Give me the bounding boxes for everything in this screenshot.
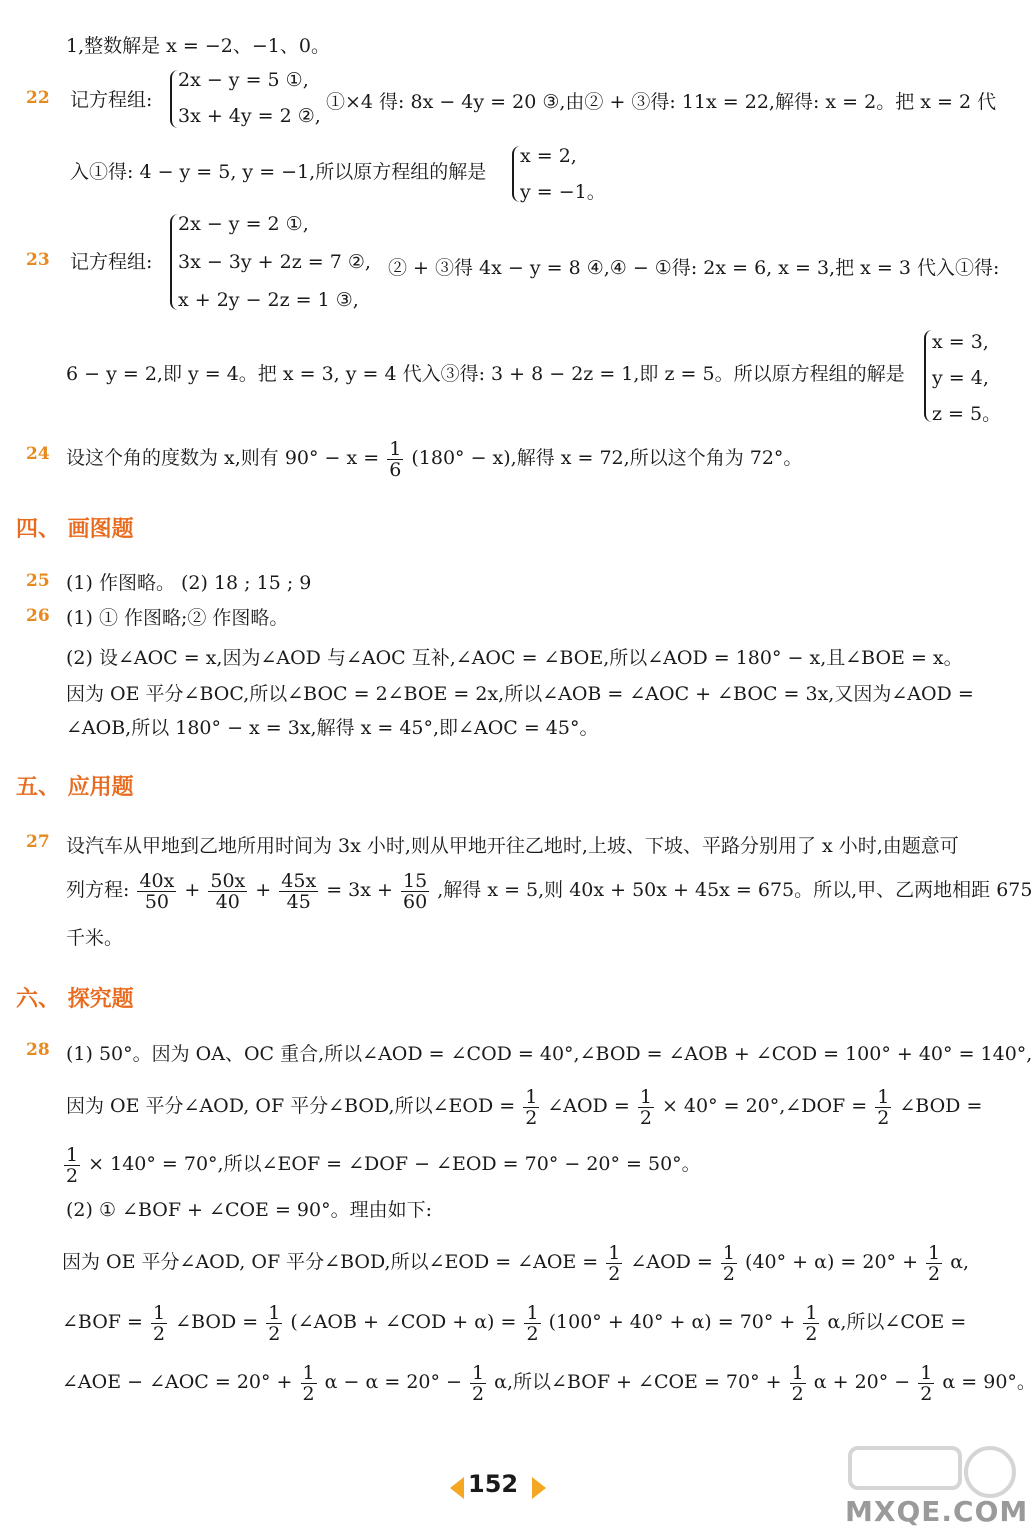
question-number: 27 — [26, 832, 50, 852]
fraction — [151, 1303, 167, 1344]
equation: x + 2y − 2z = 1 ③, — [178, 289, 359, 311]
denominator: 2 — [877, 1106, 890, 1129]
text-run: (∠AOB + ∠COD + α) = — [290, 1311, 517, 1333]
text-run: α − α = 20° − — [324, 1371, 462, 1393]
denominator: 2 — [268, 1322, 281, 1345]
text-line: ② + ③得 4x − y = 8 ④,④ − ①得: 2x = 6, x = 3,把 x = 3 代入①得: — [388, 257, 1000, 279]
text-line — [62, 1238, 969, 1286]
equation: 2x − y = 5 ①, — [178, 69, 309, 91]
text-run: α, — [950, 1251, 970, 1273]
denominator: 2 — [791, 1382, 804, 1405]
page-number: 152 — [468, 1470, 519, 1498]
numerator: 40x — [139, 869, 175, 892]
equation: 3x − 3y + 2z = 7 ②, — [178, 251, 371, 273]
question-number: 26 — [26, 606, 50, 626]
text-run: ∠BOD = — [175, 1311, 259, 1333]
numerator: 1 — [302, 1361, 315, 1384]
fraction — [803, 1303, 819, 1344]
fraction — [721, 1243, 737, 1284]
text-line — [62, 1140, 701, 1188]
text-run: 设这个角的度数为 x,则有 90° − x = — [66, 447, 380, 469]
fraction — [64, 1145, 80, 1186]
numerator: 1 — [66, 1143, 79, 1166]
equation: 3x + 4y = 2 ②, — [178, 105, 321, 127]
denominator: 2 — [920, 1382, 933, 1405]
system-brace — [170, 70, 178, 128]
equation: x = 3, — [932, 331, 989, 353]
numerator: 1 — [268, 1301, 281, 1324]
denominator: 2 — [526, 1322, 539, 1345]
numerator: 1 — [722, 1241, 735, 1264]
system-brace — [924, 330, 932, 422]
text-line: 因为 OE 平分∠BOC,所以∠BOC = 2∠BOE = 2x,所以∠AOB = ∠AOC + ∠BOC = 3x,又因为∠AOD = — [66, 683, 974, 705]
question-number: 24 — [26, 444, 50, 464]
watermark-text: MXQE.COM — [845, 1495, 1029, 1528]
fraction — [790, 1363, 806, 1404]
text-run: α,所以∠COE = — [827, 1311, 967, 1333]
text-run: α + 20° − — [813, 1371, 911, 1393]
text-run: (180° − x),解得 x = 72,所以这个角为 72°。 — [411, 447, 803, 469]
text-line: 记方程组: — [70, 89, 153, 111]
text-run: ∠BOD = — [899, 1095, 983, 1117]
denominator: 40 — [215, 890, 240, 913]
denominator: 2 — [302, 1382, 315, 1405]
text-run: α = 90°。 — [942, 1371, 1036, 1393]
question-number: 23 — [26, 250, 50, 270]
denominator: 2 — [153, 1322, 166, 1345]
denominator: 45 — [286, 890, 311, 913]
text-run: ∠AOD = — [630, 1251, 713, 1273]
fraction — [875, 1087, 891, 1128]
section-heading: 六、 探究题 — [16, 987, 134, 1012]
numerator: 1 — [920, 1361, 933, 1384]
text-run: ∠AOD = — [547, 1095, 630, 1117]
text-line: (1) 50°。因为 OA、OC 重合,所以∠AOD = ∠COD = 40°,∠BOD = ∠AOB + ∠COD = 100° + 40° = 140°, — [66, 1043, 1033, 1065]
denominator: 2 — [472, 1382, 485, 1405]
text-line — [62, 1298, 966, 1346]
numerator: 1 — [472, 1361, 485, 1384]
text-run: (100° + 40° + α) = 70° + — [548, 1311, 796, 1333]
fraction — [606, 1243, 622, 1284]
numerator: 1 — [153, 1301, 166, 1324]
system-brace — [512, 146, 520, 202]
numerator: 1 — [928, 1241, 941, 1264]
numerator: 1 — [639, 1085, 652, 1108]
text-run: 因为 OE 平分∠AOD, OF 平分∠BOD,所以∠EOD = ∠AOE = — [62, 1251, 599, 1273]
text-line: 6 − y = 2,即 y = 4。把 x = 3, y = 4 代入③得: 3 + 8 − 2z = 1,即 z = 5。所以原方程组的解是 — [66, 363, 905, 385]
text-run: ,解得 x = 5,则 40x + 50x + 45x = 675。所以,甲、乙两地相距 675 — [437, 879, 1033, 901]
section-heading: 四、 画图题 — [16, 517, 134, 542]
fraction — [279, 871, 318, 912]
equation: 2x − y = 2 ①, — [178, 213, 309, 235]
fraction — [301, 1363, 317, 1404]
text-line: 入①得: 4 − y = 5, y = −1,所以原方程组的解是 — [70, 161, 487, 183]
question-number: 22 — [26, 88, 50, 108]
denominator: 60 — [403, 890, 428, 913]
numerator: 1 — [526, 1301, 539, 1324]
numerator: 50x — [210, 869, 246, 892]
text-line: (1) 作图略。 (2) 18 ; 15 ; 9 — [66, 572, 312, 594]
text-line: ①×4 得: 8x − 4y = 20 ③,由② + ③得: 11x = 22,解得: x = 2。把 x = 2 代 — [326, 91, 997, 113]
right-arrow-icon — [532, 1477, 546, 1499]
text-run: × 140° = 70°,所以∠EOF = ∠DOF − ∠EOD = 70° − 20° = 50°。 — [88, 1153, 701, 1175]
equation: y = −1。 — [520, 181, 606, 203]
fraction — [470, 1363, 486, 1404]
denominator: 2 — [639, 1106, 652, 1129]
equation: x = 2, — [520, 145, 577, 167]
text-run: × 40° = 20°,∠DOF = — [661, 1095, 868, 1117]
fraction — [401, 871, 429, 912]
text-line — [62, 1358, 1036, 1406]
equation: z = 5。 — [932, 403, 1002, 425]
text-run: 列方程: — [66, 879, 130, 901]
text-line: ∠AOB,所以 180° − x = 3x,解得 x = 45°,即∠AOC = 45°。 — [66, 717, 599, 739]
denominator: 50 — [144, 890, 169, 913]
fraction — [137, 871, 176, 912]
fraction — [523, 1087, 539, 1128]
question-number: 25 — [26, 571, 50, 591]
text-run: ∠BOF = — [62, 1311, 143, 1333]
system-brace — [170, 214, 178, 310]
fraction — [208, 871, 247, 912]
numerator: 1 — [791, 1361, 804, 1384]
text-line — [66, 436, 802, 480]
text-line: (2) 设∠AOC = x,因为∠AOD 与∠AOC 互补,∠AOC = ∠BOE,所以∠AOD = 180° − x,且∠BOE = x。 — [66, 647, 963, 669]
denominator: 2 — [525, 1106, 538, 1129]
text-line: 设汽车从甲地到乙地所用时间为 3x 小时,则从甲地开往乙地时,上坡、下坡、平路分别用了 x 小时,由题意可 — [66, 835, 959, 857]
numerator: 1 — [805, 1301, 818, 1324]
denominator: 2 — [66, 1164, 79, 1187]
text-run: 因为 OE 平分∠AOD, OF 平分∠BOD,所以∠EOD = — [66, 1095, 516, 1117]
text-run: = 3x + — [326, 879, 393, 901]
numerator: 45x — [281, 869, 317, 892]
equation: y = 4, — [932, 367, 989, 389]
fraction — [918, 1363, 934, 1404]
text-line: (1) ① 作图略;② 作图略。 — [66, 607, 289, 629]
denominator: 2 — [805, 1322, 818, 1345]
denominator: 2 — [608, 1262, 621, 1285]
left-arrow-icon — [450, 1477, 464, 1499]
text-line: (2) ① ∠BOF + ∠COE = 90°。理由如下: — [66, 1199, 433, 1221]
text-run: (40° + α) = 20° + — [745, 1251, 918, 1273]
text-line: 千米。 — [66, 927, 124, 949]
fraction — [638, 1087, 654, 1128]
text-run: ∠AOE − ∠AOC = 20° + — [62, 1371, 293, 1393]
text-line: 记方程组: — [70, 251, 153, 273]
numerator: 1 — [389, 437, 402, 460]
denominator: 2 — [722, 1262, 735, 1285]
fraction — [524, 1303, 540, 1344]
numerator: 1 — [877, 1085, 890, 1108]
numerator: 1 — [608, 1241, 621, 1264]
question-number: 28 — [26, 1040, 50, 1060]
numerator: 1 — [525, 1085, 538, 1108]
numerator: 15 — [403, 869, 428, 892]
fraction — [926, 1243, 942, 1284]
text-line: 1,整数解是 x = −2、−1、0。 — [66, 35, 330, 57]
fraction — [387, 439, 403, 480]
denominator: 6 — [389, 458, 402, 481]
text-line — [66, 1082, 982, 1130]
fraction — [266, 1303, 282, 1344]
text-line: 列方程: $\frac{40x}{50}$ + $\frac{50x}{40}$ + $\frac{45x}{45}$ = 3x + $\frac{15}{60}$ ,解得 x = 5,则 40x + 50x + 45x = 675。所以,甲、乙两地相距 675 — [66, 869, 1033, 913]
denominator: 2 — [928, 1262, 941, 1285]
section-heading: 五、 应用题 — [16, 775, 134, 800]
text-run: α,所以∠BOF + ∠COE = 70° + — [494, 1371, 782, 1393]
